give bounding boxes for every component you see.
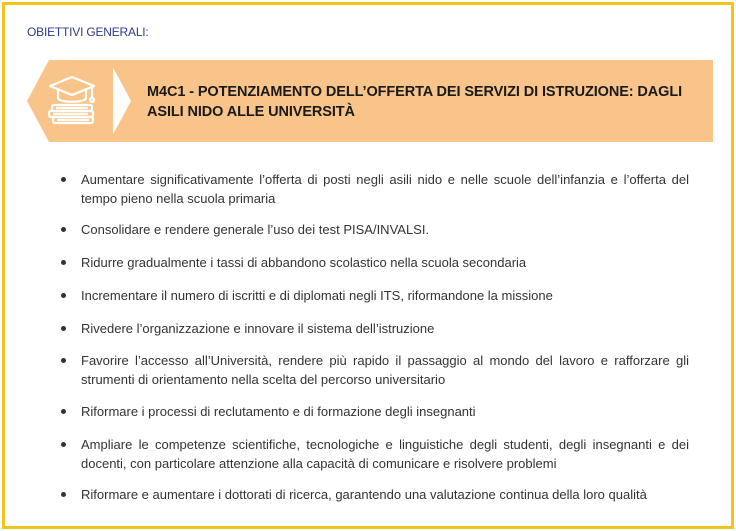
- list-item: [59, 319, 689, 338]
- banner-title: M4C1 - POTENZIAMENTO DELL’OFFERTA DEI SERVIZI DI ISTRUZIONE: DAGLI ASILI NIDO ALLE UNIVERSITÀ: [147, 84, 683, 120]
- bullet-icon: [61, 442, 66, 447]
- list-item-text: Riformare i processi di reclutamento e di formazione degli insegnanti: [81, 404, 476, 419]
- graduation-cap-books-icon: [47, 74, 97, 128]
- list-item: [59, 351, 689, 389]
- list-item-text: Ridurre gradualmente i tassi di abbandono scolastico nella scuola secondaria: [81, 255, 527, 270]
- banner-icon-box: [27, 60, 113, 142]
- list-item-text: Rivedere l’organizzazione e innovare il sistema dell’istruzione: [81, 321, 435, 336]
- bullet-icon: [61, 358, 66, 363]
- bullet-icon: [61, 293, 66, 298]
- list-item: [59, 170, 689, 208]
- bullet-icon: [61, 260, 66, 265]
- list-item: [59, 435, 689, 473]
- bullet-icon: [61, 326, 66, 331]
- list-item-text: Incrementare il numero di iscritti e di diplomati negli ITS, riformandone la missione: [81, 288, 553, 303]
- objectives-frame: [2, 2, 734, 529]
- list-item-text: Consolidare e rendere generale l’uso dei test PISA/INVALSI.: [81, 222, 430, 237]
- list-item-text: Riformare e aumentare i dottorati di ricerca, garantendo una valutazione continua della loro qualità: [81, 487, 647, 502]
- list-item: [59, 253, 689, 272]
- list-item-text: Ampliare le competenze scientifiche, tecnologiche e linguistiche degli studenti, degli insegnanti e dei docenti, con particolare attenzione alla capacità di comunicare e risolvere problemi: [81, 437, 689, 471]
- bullet-icon: [61, 177, 66, 182]
- bullet-icon: [61, 409, 66, 414]
- banner-title-box: [109, 60, 713, 142]
- list-item-text: Favorire l’accesso all’Università, rendere più rapido il passaggio al mondo del lavoro e rafforzare gli strumenti di orientamento nella scelta del percorso universitario: [81, 353, 689, 387]
- bullet-icon: [61, 227, 66, 232]
- list-item-text: Aumentare significativamente l’offerta di posti negli asili nido e nelle scuole dell’infanzia e l’offerta del tempo pieno nella scuola primaria: [81, 172, 689, 206]
- list-item: [59, 286, 689, 305]
- section-label: OBIETTIVI GENERALI:: [27, 25, 149, 39]
- list-item: [59, 485, 689, 504]
- list-item: [59, 402, 689, 421]
- list-item: [59, 220, 689, 239]
- bullet-icon: [61, 492, 66, 497]
